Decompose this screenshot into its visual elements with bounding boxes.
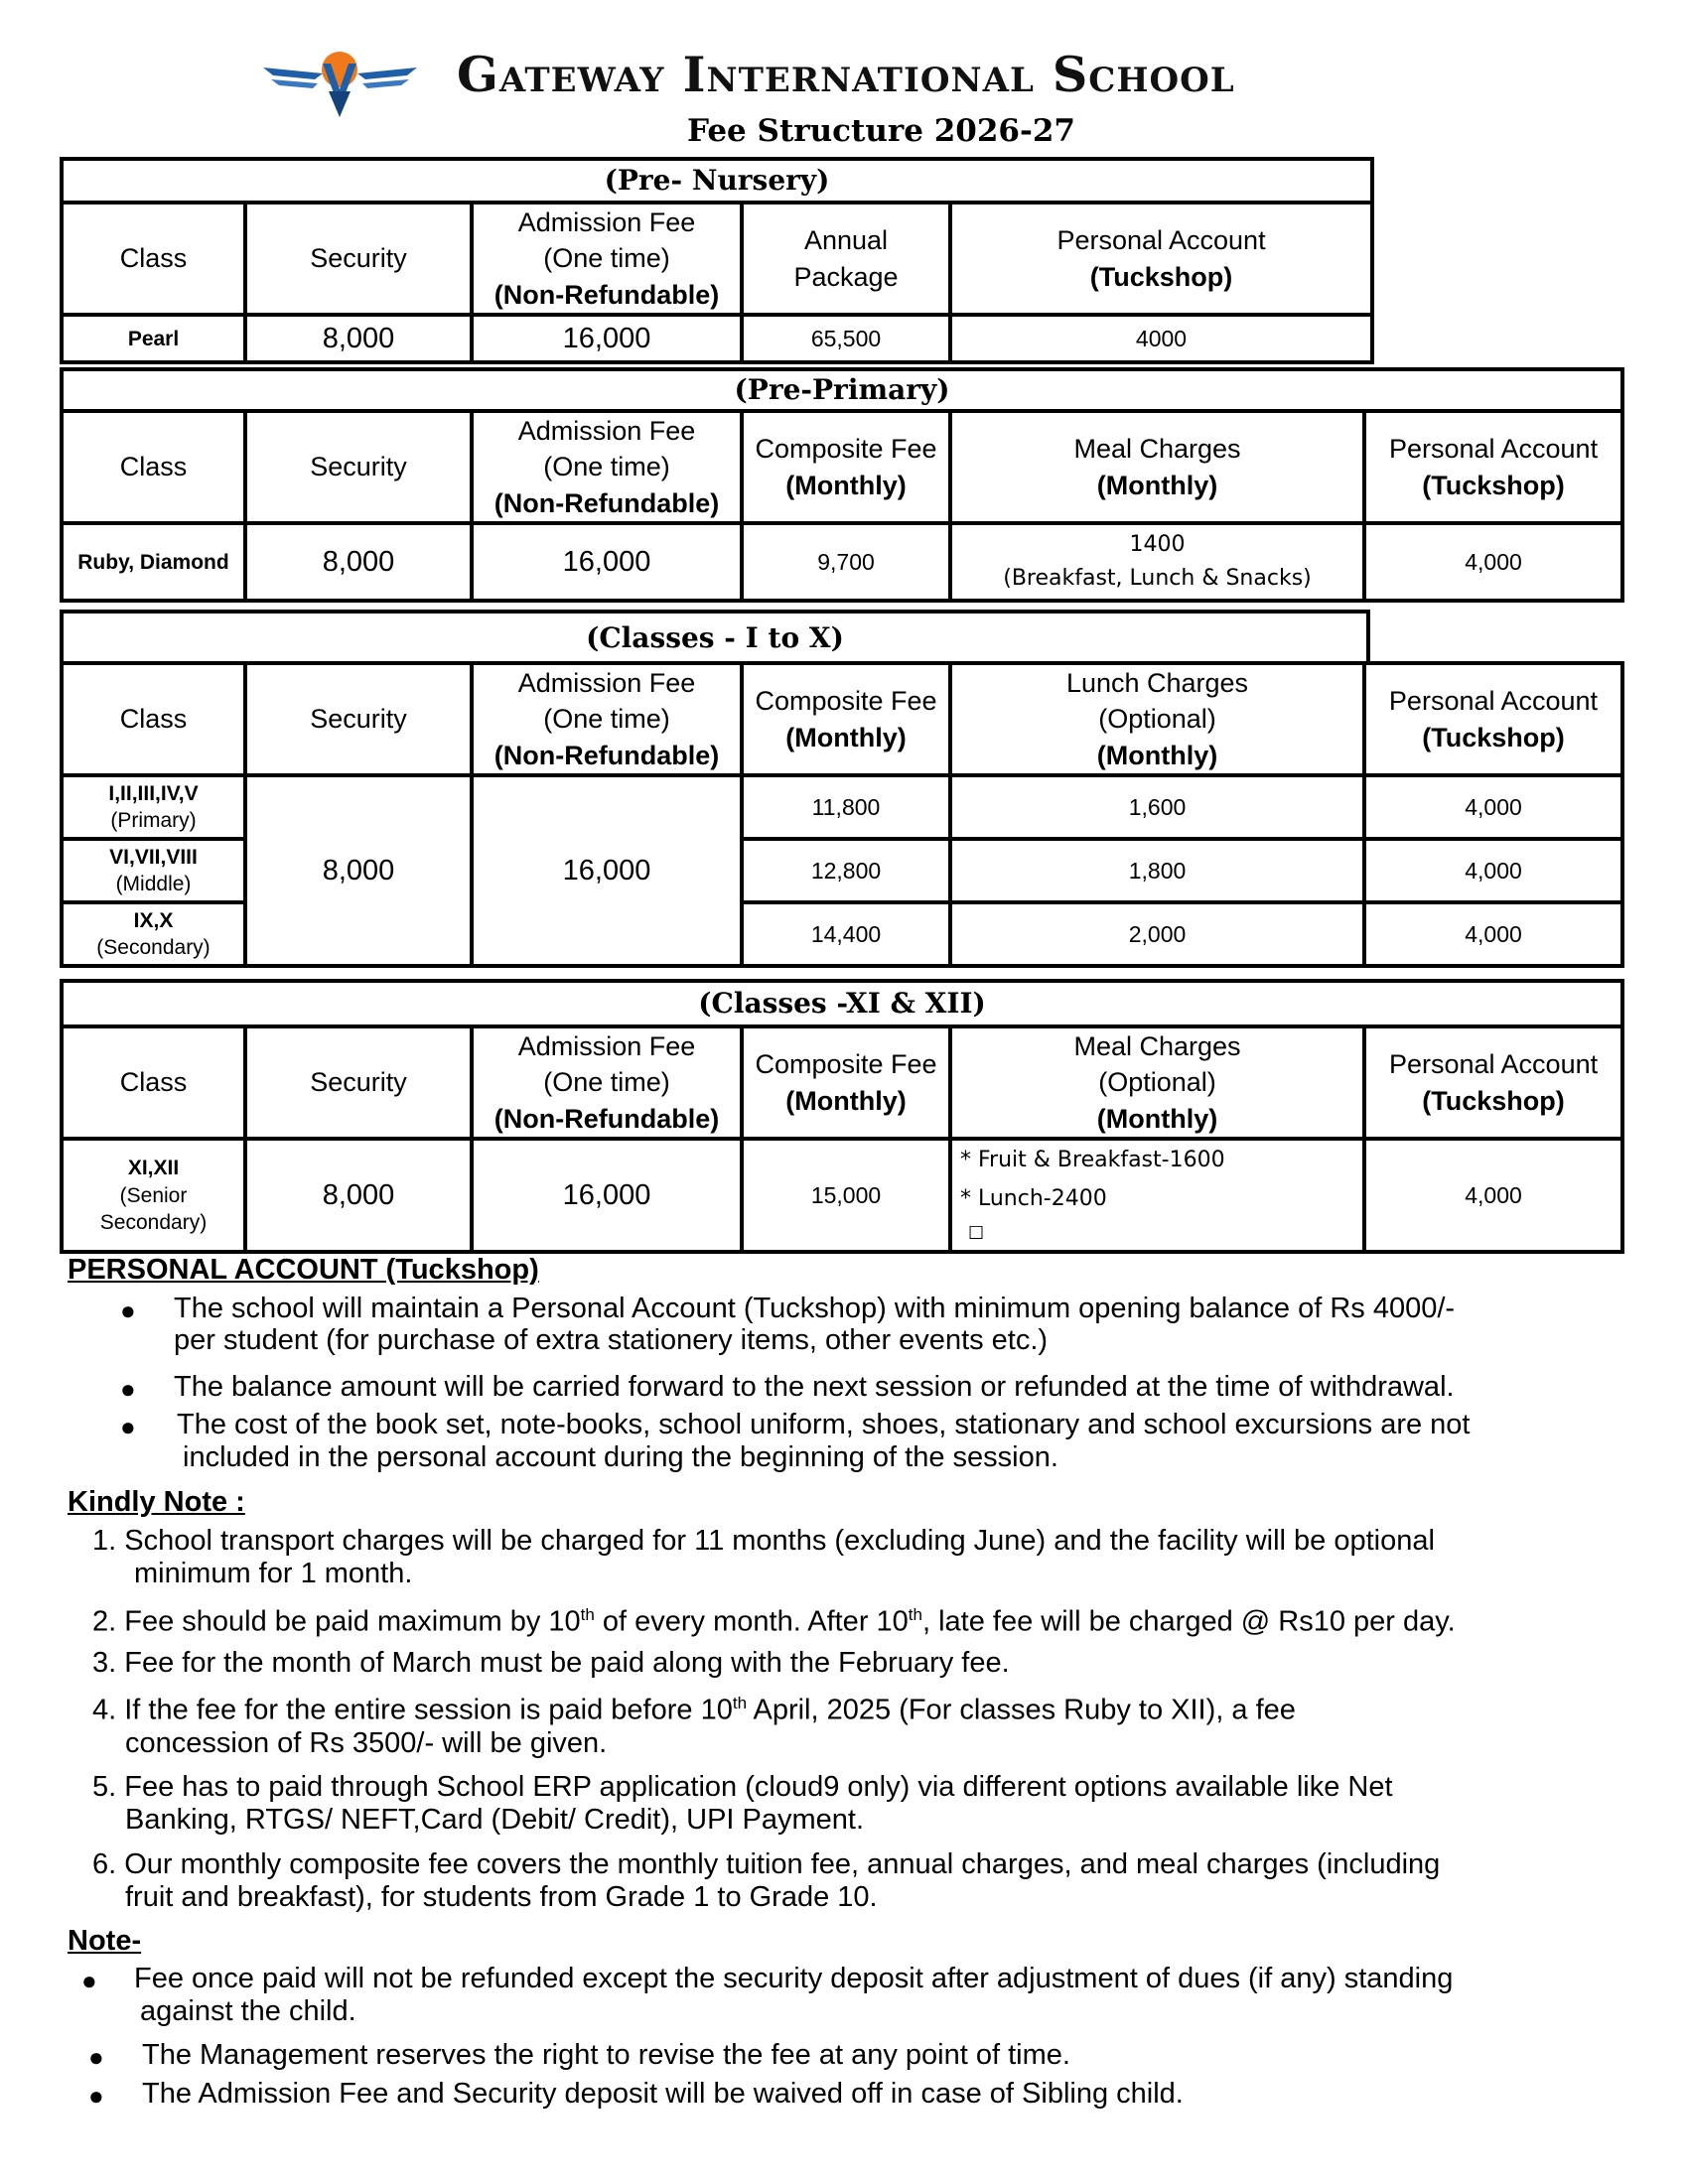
bullet-icon: ● — [81, 1966, 97, 1995]
pre-nursery-title: (Pre- Nursery) — [62, 159, 1372, 203]
note-heading: Note- — [68, 1925, 142, 1957]
col-lunch-charges: Lunch Charges (Optional) (Monthly) — [950, 663, 1364, 775]
table-row — [62, 523, 1622, 601]
class-cell: XI,XII (Senior Secondary) — [62, 1139, 245, 1252]
classes-11-12-title: (Classes -XI & XII) — [62, 981, 1622, 1026]
composite-cell: 14,400 — [742, 902, 950, 966]
bullet-icon: ● — [88, 2042, 104, 2072]
class-cell: I,II,III,IV,V (Primary) — [62, 775, 245, 839]
kindly-note-heading: Kindly Note : — [68, 1486, 245, 1518]
annual-cell: 65,500 — [742, 315, 950, 362]
pre-primary-title: (Pre-Primary) — [62, 369, 1622, 411]
security-cell: 8,000 — [245, 523, 472, 601]
school-logo-icon — [263, 50, 417, 119]
note-item-6: 6. Our monthly composite fee covers the monthly tuition fee, annual charges, and meal charges (including fruit and breakfast), for students from Grade 1 to Grade 10. — [92, 1848, 1441, 1913]
bullet-icon: ● — [88, 2081, 104, 2111]
col-composite-fee: Composite Fee (Monthly) — [742, 663, 950, 775]
col-composite-fee: Composite Fee (Monthly) — [742, 1026, 950, 1139]
col-class: Class — [62, 203, 245, 315]
col-admission-fee: Admission Fee (One time) (Non-Refundable) — [472, 411, 742, 523]
col-personal-account: Personal Account (Tuckshop) — [1364, 411, 1622, 523]
note-bullet-2: The Management reserves the right to revise the fee at any point of time. — [142, 2039, 1070, 2071]
note-item-1: 1. School transport charges will be charged for 11 months (excluding June) and the facility will be optional minimum for 1 month. — [92, 1525, 1435, 1589]
lunch-cell: 2,000 — [950, 902, 1364, 966]
admission-cell: 16,000 — [472, 315, 742, 362]
personal-account-bullet-2: The balance amount will be carried forward to the next session or refunded at the time of withdrawal. — [174, 1371, 1455, 1403]
lunch-cell: 1,800 — [950, 839, 1364, 902]
security-cell: 8,000 — [245, 775, 472, 966]
col-security: Security — [245, 203, 472, 315]
admission-cell: 16,000 — [472, 775, 742, 966]
classes-1-10-table — [60, 661, 1624, 968]
pre-primary-table — [60, 367, 1624, 603]
note-item-2: 2. Fee should be paid maximum by 10th of every month. After 10th, late fee will be charged @ Rs10 per day. — [92, 1605, 1456, 1638]
composite-cell: 9,700 — [742, 523, 950, 601]
composite-cell: 12,800 — [742, 839, 950, 902]
class-cell: Pearl — [62, 315, 245, 362]
personal-account-heading: PERSONAL ACCOUNT (Tuckshop) — [68, 1254, 539, 1286]
lunch-cell: 1,600 — [950, 775, 1364, 839]
col-security: Security — [245, 1026, 472, 1139]
bullet-icon: ● — [120, 1296, 136, 1325]
col-meal-charges: Meal Charges (Optional) (Monthly) — [950, 1026, 1364, 1139]
meal-cell: 1400 (Breakfast, Lunch & Snacks) — [950, 523, 1364, 601]
table-row — [62, 1139, 1622, 1252]
admission-cell: 16,000 — [472, 523, 742, 601]
note-item-4: 4. If the fee for the entire session is paid before 10th April, 2025 (For classes Ruby to XII), a fee concession of Rs 3500/- will be given. — [92, 1694, 1296, 1759]
security-cell: 8,000 — [245, 1139, 472, 1252]
personal-cell: 4,000 — [1364, 775, 1622, 839]
bullet-icon: ● — [120, 1412, 136, 1441]
note-item-5: 5. Fee has to paid through School ERP application (cloud9 only) via different options available like Net Banking, RTGS/ NEFT,Card (Debit/ Credit), UPI Payment. — [92, 1771, 1393, 1836]
classes-1-10-title-box — [60, 610, 1370, 663]
class-cell: VI,VII,VIII (Middle) — [62, 839, 245, 902]
bullet-icon: ● — [120, 1374, 136, 1404]
col-admission-fee: Admission Fee (One time) (Non-Refundable) — [472, 1026, 742, 1139]
col-composite-fee: Composite Fee (Monthly) — [742, 411, 950, 523]
admission-cell: 16,000 — [472, 1139, 742, 1252]
col-security: Security — [245, 663, 472, 775]
note-bullet-1: Fee once paid will not be refunded except the security deposit after adjustment of dues (if any) standing against the child. — [134, 1963, 1454, 2027]
school-name: Gateway International School — [457, 46, 1235, 103]
col-personal-account: Personal Account (Tuckshop) — [950, 203, 1372, 315]
pre-nursery-table — [60, 157, 1374, 364]
table-row — [62, 315, 1372, 362]
note-bullet-3: The Admission Fee and Security deposit will be waived off in case of Sibling child. — [142, 2078, 1184, 2110]
personal-account-bullet-1: The school will maintain a Personal Account (Tuckshop) with minimum opening balance of Rs 4000/- per student (for purchase of extra stationery items, other events etc.) — [174, 1293, 1456, 1356]
col-class: Class — [62, 663, 245, 775]
col-admission-fee: Admission Fee (One time) (Non-Refundable) — [472, 203, 742, 315]
col-admission-fee: Admission Fee (One time) (Non-Refundable) — [472, 663, 742, 775]
col-class: Class — [62, 1026, 245, 1139]
personal-cell: 4,000 — [1364, 839, 1622, 902]
col-personal-account: Personal Account (Tuckshop) — [1364, 663, 1622, 775]
class-cell: IX,X (Secondary) — [62, 902, 245, 966]
fee-structure-title: Fee Structure 2026-27 — [687, 113, 1075, 149]
personal-cell: 4000 — [950, 315, 1372, 362]
personal-cell: 4,000 — [1364, 523, 1622, 601]
col-class: Class — [62, 411, 245, 523]
personal-cell: 4,000 — [1364, 1139, 1622, 1252]
security-cell: 8,000 — [245, 315, 472, 362]
classes-1-10-title: (Classes - I to X) — [586, 621, 844, 654]
note-item-3: 3. Fee for the month of March must be paid along with the February fee. — [92, 1647, 1010, 1679]
personal-cell: 4,000 — [1364, 902, 1622, 966]
col-security: Security — [245, 411, 472, 523]
personal-account-bullet-3: The cost of the book set, note-books, school uniform, shoes, stationary and school excursions are not included in the personal account during the beginning of the session. — [177, 1409, 1471, 1473]
page-header — [0, 38, 1688, 177]
col-meal-charges: Meal Charges (Monthly) — [950, 411, 1364, 523]
classes-11-12-table — [60, 979, 1624, 1254]
table-row — [62, 775, 1622, 839]
col-annual-package: Annual Package — [742, 203, 950, 315]
composite-cell: 15,000 — [742, 1139, 950, 1252]
meal-cell: * Fruit & Breakfast-1600 * Lunch-2400 ☐ — [950, 1139, 1364, 1252]
class-cell: Ruby, Diamond — [62, 523, 245, 601]
col-personal-account: Personal Account (Tuckshop) — [1364, 1026, 1622, 1139]
composite-cell: 11,800 — [742, 775, 950, 839]
